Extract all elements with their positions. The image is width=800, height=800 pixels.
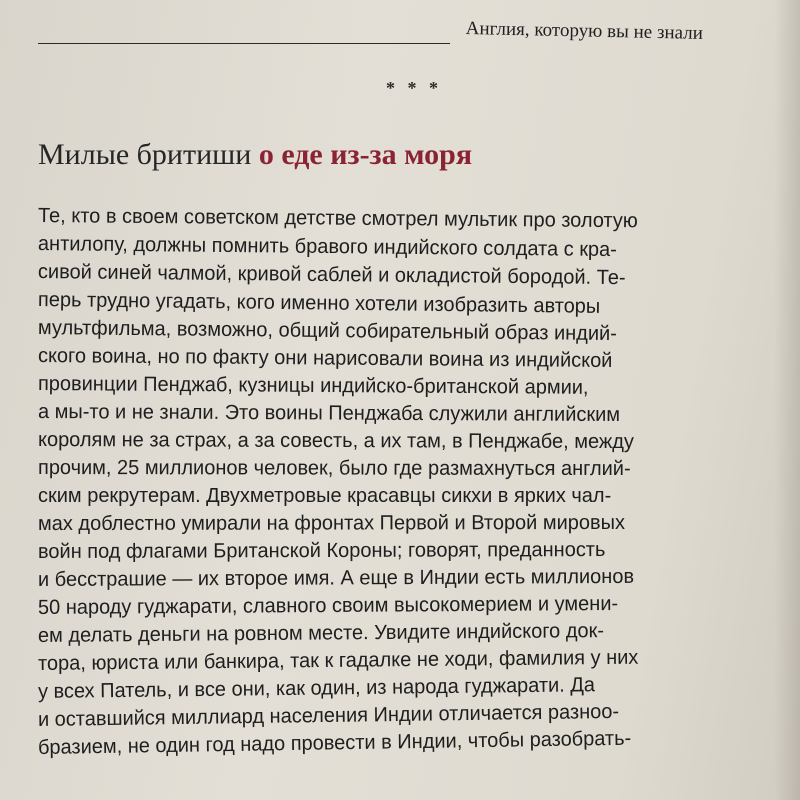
section-title-plain: Милые бритиши [38, 138, 259, 171]
body-line: мах доблестно умирали на фронтах Первой и Второй мировых [37, 510, 626, 535]
body-line: ским рекрутерам. Двухметровые красавцы сикхи в ярких чал- [38, 484, 612, 507]
body-line: мультфильма, возможно, общий собирательный образ индий- [37, 316, 618, 346]
body-line: войн под флагами Британской Короны; говорят, преданность [37, 538, 606, 563]
body-line: бразием, не один год надо провести в Индии, чтобы разобрать- [37, 726, 632, 759]
body-line: ем делать деньги на ровном месте. Увидите индийского док- [37, 619, 605, 647]
body-line: провинции Пенджаб, кузницы индийско-британской армии, [37, 372, 589, 399]
body-line: у всех Патель, и все они, как один, из народа гуджарати. Да [37, 673, 596, 703]
body-line: тора, юриста или банкира, так к гадалке не ходи, фамилия у них [37, 645, 639, 675]
body-line: а мы-то и не знали. Это воины Пенджаба служили английским [37, 400, 621, 427]
running-head: Англия, которую вы не знали [465, 18, 704, 44]
body-line: ского воина, но по факту они нарисовали воина из индийской [37, 344, 613, 373]
body-line: антилопу, должны помнить бравого индийского солдата с кра- [37, 232, 618, 262]
body-line: и оставшийся миллиард населения Индии отличается разноо- [37, 699, 620, 731]
body-line: прочим, 25 миллионов человек, было где размахнуться англий- [37, 456, 631, 481]
page-edge-shadow [774, 0, 800, 800]
body-line: Те, кто в своем советском детстве смотрел мультик про золотую [37, 204, 638, 233]
body-line: и бесстрашие — их второе имя. А еще в Индии есть миллионов [37, 564, 635, 591]
section-title [38, 138, 472, 172]
section-separator: * * * [386, 78, 442, 98]
body-line: королям не за страх, а за совесть, а их там, в Пенджабе, между [37, 428, 634, 454]
body-line: сивой синей чалмой, кривой саблей и окладистой бородой. Те- [37, 260, 626, 290]
body-line: 50 народу гуджарати, славного своим высокомерием и умени- [37, 591, 619, 619]
header-rule [38, 43, 450, 44]
body-line: перь трудно угадать, кого именно хотели изобразить авторы [37, 288, 601, 318]
section-title-accent: о еде из-за моря [258, 138, 473, 171]
